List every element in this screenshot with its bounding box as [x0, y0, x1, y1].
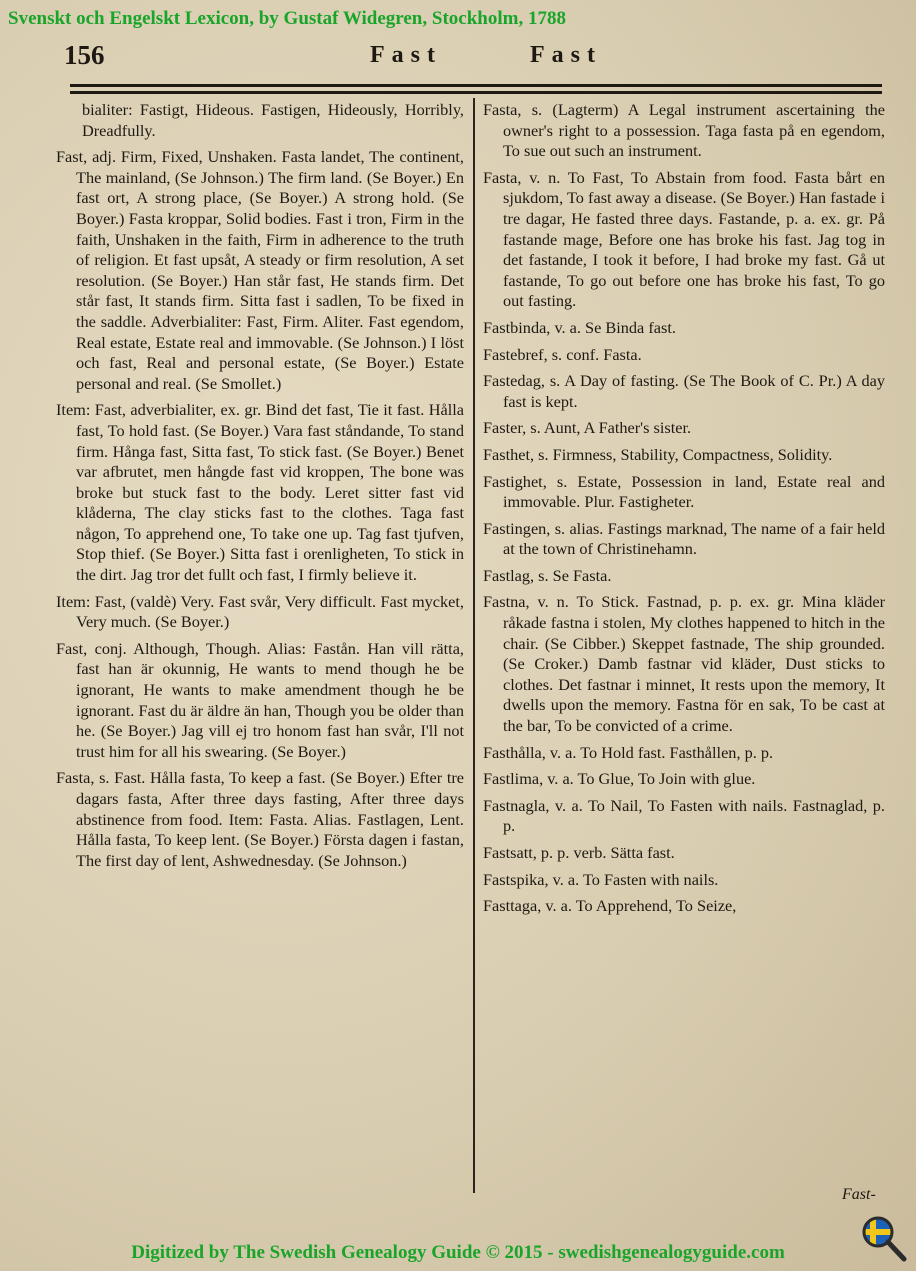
dictionary-entry: Fastspika, v. a. To Fasten with nails.	[483, 869, 719, 889]
dictionary-entry: Item: Fast, (valdè) Very. Fast svår, Very difficult. Fast mycket, Very much. (Se Boyer.)	[56, 591, 464, 632]
dictionary-entry: Fastna, v. n. To Stick. Fastnad, p. p. ex. gr. Mina kläder råkade fastna i stolen, My clothes happened to hitch in the chair. (Se Cibber.) Skeppet fastnade, The ship grounded. (Se Croker.) Damb fastnar vid kläder, Dust sticks to clothes. Det fastnar i minnet, It rests upon the memory, It dwells upon the memory. Fastna för en sak, To be cast at the bar, To be convicted of a crime.	[483, 592, 885, 736]
dictionary-entry: bialiter: Fastigt, Hideous. Fastigen, Hideously, Horribly, Dreadfully.	[82, 100, 464, 140]
dictionary-entry: Fasthålla, v. a. To Hold fast. Fasthållen, p. p.	[483, 742, 774, 762]
running-head-right: Fast	[530, 42, 602, 68]
column-divider	[473, 98, 475, 1193]
dictionary-entry: Fastebref, s. conf. Fasta.	[483, 344, 642, 364]
header-rule-bottom	[70, 91, 882, 94]
dictionary-entry: Fast, conj. Although, Though. Alias: Fastån. Han vill rätta, fast han är okunnig, He wants to mend though he be ignorant, He wants to make amendment though he be ignorant. Fast du är äldre än han, Though you be older than he. (Se Boyer.) Jag vill ej tro honom fast han svår, I'll not trust him for all his swearing. (Se Boyer.)	[56, 638, 464, 761]
digitizer-footer: Digitized by The Swedish Genealogy Guide © 2015 - swedishgenealogyguide.com	[131, 1242, 785, 1263]
right-column	[483, 100, 885, 923]
dictionary-entry: Fasthet, s. Firmness, Stability, Compactness, Solidity.	[483, 444, 833, 464]
dictionary-entry: Fasta, v. n. To Fast, To Abstain from food. Fasta bårt en sjukdom, To fast away a disease. (Se Boyer.) Han fastade i tre dagar, He fasted three days. Fastande, p. a. ex. gr. På fastande mage, Before one has broke his fast. Jag tog in det fastande, I took it before, I had broke my fast. Gå ut fastande, To go out before one has broke his fast, To go out fasting.	[483, 167, 885, 311]
dictionary-entry: Faster, s. Aunt, A Father's sister.	[483, 418, 692, 438]
dictionary-entry: Fasta, s. Fast. Hålla fasta, To keep a fast. (Se Boyer.) Efter tre dagars fasta, After three days fasting, After three days abstinence from food. Item: Fasta. Alias. Fastlagen, Lent. Hålla fasta, To keep lent. (Se Boyer.) Första dagen i fastan, The first day of lent, Ashwednesday. (Se Johnson.)	[56, 768, 464, 870]
dictionary-entry: Fasta, s. (Lagterm) A Legal instrument ascertaining the owner's right to a possession. Taga fasta på en egendom, To sue out such an instrument.	[483, 100, 885, 161]
catchword: Fast-	[842, 1186, 876, 1203]
left-column	[56, 100, 464, 877]
dictionary-entry: Fastlima, v. a. To Glue, To Join with glue.	[483, 769, 756, 789]
dictionary-entry: Fastlag, s. Se Fasta.	[483, 565, 612, 585]
dictionary-entry: Fastighet, s. Estate, Possession in land, Estate real and immovable. Plur. Fastigheter.	[483, 471, 885, 512]
dictionary-entry: Fastnagla, v. a. To Nail, To Fasten with nails. Fastnaglad, p. p.	[483, 795, 885, 836]
dictionary-entry: Fastbinda, v. a. Se Binda fast.	[483, 317, 676, 337]
dictionary-entry: Fastingen, s. alias. Fastings marknad, The name of a fair held at the town of Christinehamn.	[483, 518, 885, 559]
dictionary-entry: Fastedag, s. A Day of fasting. (Se The Book of C. Pr.) A day fast is kept.	[483, 371, 885, 411]
title-banner: Svenskt och Engelskt Lexicon, by Gustaf Widegren, Stockholm, 1788	[8, 8, 566, 29]
header-rule-top	[70, 84, 882, 87]
running-head-left: Fast	[370, 42, 442, 68]
dictionary-entry: Item: Fast, adverbialiter, ex. gr. Bind det fast, Tie it fast. Hålla fast, To hold fast. (Se Boyer.) Vara fast ståndande, To stand firm. Hånga fast, Sitta fast, To stick fast. (Se Boyer.) Benet var afbrutet, men hångde fast vid kroppen, The bone was broke but stuck fast to the body. Leret sitter fast vid klåderna, The clay sticks fast to the clothes. Taga fast någon, To apprehend one, To take one up. Tag fast tjufven, Stop thief. (Se Boyer.) Sitta fast i orenligheten, To stick in the dirt. Jag tror det fullt och fast, I firmly believe it.	[56, 400, 464, 585]
dictionary-entry: Fastsatt, p. p. verb. Sätta fast.	[483, 843, 675, 862]
dictionary-entry: Fasttaga, v. a. To Apprehend, To Seize,	[483, 896, 737, 916]
dictionary-entry: Fast, adj. Firm, Fixed, Unshaken. Fasta landet, The continent, The mainland, (Se Johnson.) The firm land. (Se Boyer.) En fast ort, A strong place, (Se Boyer.) A strong hold. (Se Boyer.) Fasta kroppar, Solid bodies. Fast i tron, Firm in the faith, Unshaken in the faith, Firm in adherence to the truth of religion. Et fast upsåt, A steady or firm resolution, A set resolution. (Se Boyer.) Han står fast, He stands firm. Det står fast, It stands firm. Sitta fast i sadlen, To be fixed in the saddle. Adverbialiter: Fast, Firm. Aliter. Fast egendom, Real estate, Estate real and immovable. (Se Johnson.) I löst och fast, Real and personal estate, (Se Boyer.) Estate personal and real. (Se Smollet.)	[56, 147, 464, 393]
page-number: 156	[64, 40, 105, 70]
